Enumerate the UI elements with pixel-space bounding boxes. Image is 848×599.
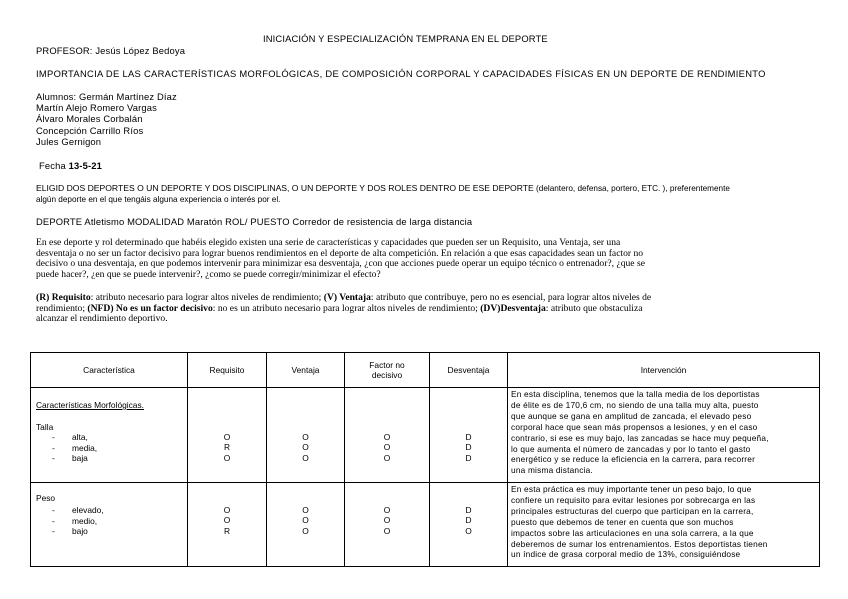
sport-line: DEPORTE Atletismo MODALIDAD Maratón ROL/ PUESTO Corredor de resistencia de larga distancia — [36, 216, 473, 227]
header-requisito: Requisito — [188, 353, 267, 388]
intro-line: decisivo o una desventaja, en que podemos intervenir para minimizar esa desventaja, ¿con que acciones puede operar un equipo técnico o entrenador?, ¿que se — [36, 258, 645, 270]
cell-intervencion — [508, 483, 820, 567]
mark-value: D — [465, 432, 472, 442]
mark-value: O — [383, 515, 391, 526]
option-label: baja — [72, 453, 88, 464]
option-list — [36, 505, 187, 536]
mark-value: R — [223, 442, 231, 453]
list-item: - elevado, — [52, 505, 104, 516]
intervention-line: contrario, si ese es muy bajo, las zancadas se hace muy pequeña, — [511, 432, 769, 443]
professor-line: PROFESOR: Jesús López Bedoya — [36, 45, 186, 56]
legend-v-def: : atributo que contribuye, pero no es esencial, para lograr altos niveles de — [370, 292, 652, 303]
intervention-line: En esta disciplina, tenemos que la talla media de los deportistas — [511, 389, 760, 399]
mark-value: O — [302, 432, 309, 442]
instruction-block — [36, 183, 730, 205]
instruction-main: ELIGID DOS DEPORTES O UN DEPORTE Y DOS DISCIPLINAS, O UN DEPORTE Y DOS ROLES DENTRO DE ESE DEPORTE — [36, 183, 534, 193]
date-label: Fecha — [39, 160, 66, 171]
cell-caracteristica — [31, 483, 188, 567]
legend-v-key: (V) Ventaja — [323, 292, 371, 303]
instruction-detail: (delantero, defensa, portero, ETC. ), preferentemente — [533, 184, 730, 193]
table-row — [31, 483, 820, 567]
intervention-line: que aunque se gana en amplitud de zancada, el elevado peso — [511, 410, 752, 421]
student-name: Jules Gernigon — [36, 135, 102, 147]
legend-nfd-def: : no es un atributo necesario para lograr altos niveles de rendimiento; — [212, 302, 481, 314]
mark-value: O — [302, 452, 309, 463]
legend-r-key: (R) Requisito — [36, 292, 91, 303]
student-name: Alumnos: Germán Martínez Díaz — [36, 91, 177, 102]
legend-v-def2: rendimiento; — [36, 302, 88, 314]
header-caracteristica: Característica — [31, 353, 188, 388]
option-label: medio, — [72, 515, 98, 526]
characteristics-table — [30, 352, 820, 567]
mark-value: D — [465, 452, 472, 463]
intervention-line: energético y se reduce la eficiencia en la carrera, para recorrer — [511, 454, 756, 465]
intro-paragraph — [36, 238, 645, 280]
mark-value: O — [383, 442, 391, 453]
document-title: INICIACIÓN Y ESPECIALIZACIÓN TEMPRANA EN EL DEPORTE — [263, 33, 548, 44]
intervention-line: confiere un requisito para evitar lesiones por sobrecarga en las — [511, 494, 756, 505]
student-name: Martín Alejo Romero Vargas — [36, 102, 157, 114]
legend-nfd-key: (NFD) No es un factor decisivo — [87, 302, 213, 314]
table-row — [31, 388, 820, 483]
instruction-line2: algún deporte en el que tengáis alguna experiencia o interés por el. — [36, 195, 281, 204]
mark-value: D — [465, 505, 472, 515]
cell-desventaja — [430, 483, 508, 567]
cell-intervencion — [508, 388, 820, 483]
mark-value: O — [223, 505, 231, 515]
legend-last: alcanzar el rendimiento deportivo. — [36, 313, 168, 325]
topic-line: IMPORTANCIA DE LAS CARACTERÍSTICAS MORFOLÓGICAS, DE COMPOSICIÓN CORPORAL Y CAPACIDADES FÍSICAS EN UN DEPORTE DE RENDIMIENTO — [36, 68, 766, 79]
list-item: - medio, — [52, 515, 98, 526]
characteristic-label: Peso — [36, 493, 56, 503]
mark-value: O — [465, 525, 472, 536]
intervention-line: una misma distancia. — [511, 465, 593, 476]
legend-r-def: : atributo necesario para lograr altos niveles de rendimiento; — [90, 292, 324, 303]
students-list — [36, 91, 177, 147]
mark-value: D — [465, 442, 472, 453]
cell-requisito — [188, 483, 267, 567]
intervention-line: corporal hace que sean más propensos a lesiones, y en el caso — [511, 421, 758, 432]
intervention-line: de élite es de 170,6 cm, no siendo de una talla muy alta, puesto — [511, 399, 759, 410]
mark-value: O — [383, 505, 391, 515]
intro-line: En ese deporte y rol determinado que habéis elegido existen una serie de características y capacidades que pueden ser un Requisito, una Ventaja, ser una — [36, 237, 621, 248]
mark-value: O — [383, 525, 391, 536]
cell-factor — [345, 483, 430, 567]
list-item: - alta, — [52, 432, 88, 443]
cell-caracteristica — [31, 388, 188, 483]
characteristic-label: Talla — [36, 422, 54, 433]
intervention-line: lo que aumenta el número de zancadas y por lo tanto el gasto — [511, 443, 751, 454]
intervention-line: impactos sobre las articulaciones en una sola carrera, a la que — [511, 527, 754, 538]
list-item: - bajo — [52, 525, 88, 536]
list-item: - media, — [52, 442, 98, 453]
mark-value: R — [223, 525, 231, 536]
mark-value: O — [223, 452, 231, 463]
table-header-row — [31, 353, 820, 388]
intro-line: desventaja o no ser un factor decisivo para lograr buenos rendimientos en el deporte de alta competición. En relación a que esas capacidades sean un factor no — [36, 247, 644, 259]
date-line — [39, 160, 102, 171]
cell-ventaja — [267, 483, 345, 567]
date-value: 13-5-21 — [68, 160, 102, 171]
option-list — [36, 432, 187, 463]
intro-line: puede hacer?, ¿en que se puede intervenir?, ¿como se puede corregir/minimizar el efecto? — [36, 268, 381, 280]
mark-value: O — [383, 432, 391, 442]
intervention-line: puesto que debemos de tener en cuenta que son muchos — [511, 516, 734, 527]
mark-value: O — [223, 515, 231, 526]
option-label: media, — [72, 442, 98, 453]
option-label: alta, — [72, 432, 88, 443]
cell-requisito — [188, 388, 267, 483]
mark-value: O — [302, 515, 309, 526]
mark-value: O — [302, 442, 309, 453]
option-label: bajo — [72, 525, 88, 536]
cell-factor — [345, 388, 430, 483]
mark-value: D — [465, 515, 472, 526]
student-name: Álvaro Morales Corbalán — [36, 113, 143, 125]
legend-dv-def: : atributo que obstaculiza — [545, 302, 643, 314]
intervention-line: deberemos de sumar los entrenamientos. Estos deportistas tienen — [511, 538, 768, 549]
intervention-line: principales estructuras del cuerpo que participan en la carrera, — [511, 505, 754, 516]
legend-paragraph — [36, 293, 651, 325]
intervention-line: En esta práctica es muy importante tener un peso bajo, lo que — [511, 484, 752, 494]
mark-value: O — [302, 505, 309, 515]
intervention-line: un índice de grasa corporal medio de 13%, consiguiéndose — [511, 549, 741, 560]
cell-ventaja — [267, 388, 345, 483]
header-desventaja: Desventaja — [430, 353, 508, 388]
mark-value: O — [383, 452, 391, 463]
header-intervencion: Intervención — [508, 353, 820, 388]
legend-dv-key: (DV)Desventaja — [480, 302, 546, 314]
mark-value: O — [302, 525, 309, 536]
cell-desventaja — [430, 388, 508, 483]
header-factor: Factor no decisivo — [345, 353, 430, 388]
mark-value: O — [223, 432, 231, 442]
section-heading: Características Morfológicas. — [36, 400, 144, 410]
student-name: Concepción Carrillo Ríos — [36, 124, 144, 136]
option-label: elevado, — [72, 505, 104, 516]
list-item: - baja — [52, 453, 88, 464]
header-ventaja: Ventaja — [267, 353, 345, 388]
